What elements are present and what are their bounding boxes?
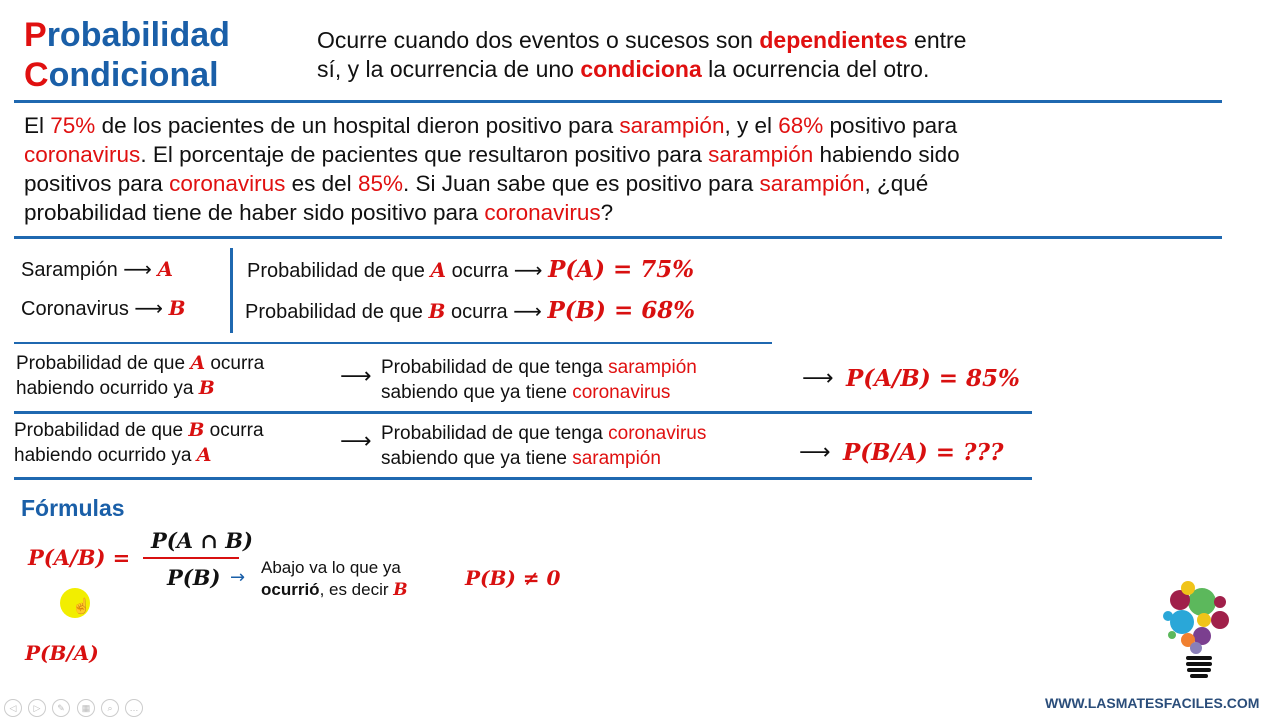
formula-lhs: P(A/B) =: [28, 545, 131, 570]
title-initial: P: [24, 16, 47, 54]
vertical-divider: [230, 248, 233, 333]
event-b-definition: [21, 296, 186, 321]
highlight: sarampión: [759, 171, 865, 196]
symbol: B: [393, 580, 408, 600]
text: de los pacientes de un hospital dieron positivo para: [95, 113, 620, 138]
text: habiendo sido: [813, 142, 960, 167]
formula-numerator: P(A ∩ B): [151, 528, 253, 553]
title-line-1: [24, 16, 230, 54]
title-initial: C: [24, 56, 49, 94]
pen-icon[interactable]: ✎: [52, 699, 70, 717]
lightbulb-logo-icon: [1160, 580, 1240, 685]
text: El: [24, 113, 51, 138]
text: entre: [907, 27, 967, 53]
highlight: sarampión: [619, 113, 725, 138]
symbol: B: [188, 419, 205, 441]
formula-note: [261, 557, 408, 601]
arrow-icon: ⟶: [513, 299, 542, 323]
problem-line: [24, 169, 928, 198]
formulas-heading: Fórmulas: [21, 495, 125, 521]
title-line-2: [24, 56, 219, 94]
arrow-icon: ⟶: [799, 440, 831, 465]
text: habiendo ocurrido ya: [16, 378, 199, 399]
arrow-icon: ⟶: [802, 366, 834, 391]
highlight: coronavirus: [169, 171, 286, 196]
previous-slide-icon[interactable]: ◁: [4, 699, 22, 717]
text: . Si Juan sabe que es positivo para: [402, 171, 760, 196]
symbol: B: [428, 299, 446, 323]
text: sabiendo que ya tiene: [381, 448, 573, 469]
text: Probabilidad de que: [16, 353, 191, 374]
text: Probabilidad de que tenga: [381, 423, 609, 444]
text: ocurra: [204, 420, 264, 441]
symbol: A: [196, 444, 212, 466]
text: ocurra: [205, 353, 265, 374]
highlight: condiciona: [580, 56, 702, 82]
text: Abajo va lo que ya: [261, 558, 401, 577]
text: ocurrió: [261, 580, 320, 599]
text: Probabilidad de que: [14, 420, 189, 441]
arrow-icon: ⟶: [513, 258, 543, 282]
text: ocurra: [445, 301, 508, 323]
text: habiendo ocurrido ya: [14, 445, 197, 466]
text: , es decir: [319, 580, 394, 599]
hand-cursor-icon: ☝: [72, 598, 91, 615]
definition-line-2: [317, 55, 929, 84]
highlight: dependientes: [759, 27, 908, 53]
row3-left: [16, 351, 264, 401]
divider: [14, 236, 1222, 239]
zoom-icon[interactable]: ⌕: [101, 699, 119, 717]
symbol: A: [190, 352, 206, 374]
text: es del: [285, 171, 358, 196]
divider: [14, 342, 772, 344]
text: ocurra: [446, 260, 509, 282]
arrow-icon: ⟶: [134, 296, 164, 320]
more-options-icon[interactable]: …: [125, 699, 143, 717]
row4-middle: [381, 421, 706, 471]
highlight: 75%: [50, 113, 96, 138]
highlight: sarampión: [708, 142, 814, 167]
highlight: 85%: [357, 171, 403, 196]
text: sí, y la ocurrencia de uno: [317, 56, 581, 82]
text: sabiendo que ya tiene: [381, 382, 573, 403]
text: , ¿qué: [864, 171, 929, 196]
divider: [14, 411, 1032, 414]
website-url: WWW.LASMATESFACILES.COM: [1045, 695, 1260, 711]
text: , y el: [724, 113, 779, 138]
text: la ocurrencia del otro.: [701, 56, 930, 82]
text: Probabilidad de que: [247, 260, 431, 282]
formula: P(A) = 75%: [548, 256, 695, 283]
fraction-bar: [143, 557, 239, 559]
event-symbol: A: [157, 257, 174, 281]
slides-grid-icon[interactable]: ▦: [77, 699, 95, 717]
problem-line: [24, 198, 613, 227]
text: Ocurre cuando dos eventos o sucesos son: [317, 27, 760, 53]
event-a-definition: [21, 257, 173, 282]
formula: P(B) = 68%: [547, 297, 696, 324]
formula-p-b-given-a-start: P(B/A): [25, 641, 99, 665]
row3-middle: [381, 355, 697, 405]
arrow-icon: →: [230, 567, 246, 588]
text: Probabilidad de que tenga: [381, 357, 609, 378]
arrow-icon: ⟶: [340, 429, 372, 454]
prob-a: [247, 256, 694, 283]
highlight: coronavirus: [24, 142, 141, 167]
highlight: coronavirus: [484, 200, 601, 225]
text: positivo para: [823, 113, 958, 138]
symbol: A: [430, 258, 447, 282]
arrow-icon: ⟶: [123, 257, 152, 281]
problem-line: [24, 111, 957, 140]
divider: [14, 100, 1222, 103]
formula-p-b-given-a: P(B/A) = ???: [843, 439, 1004, 466]
event-symbol: B: [168, 296, 186, 320]
definition-line-1: [317, 26, 966, 55]
problem-line: [24, 140, 960, 169]
event-name: Coronavirus: [21, 298, 129, 320]
highlight: coronavirus: [608, 423, 707, 444]
text: . El porcentaje de pacientes que resultaron positivo para: [140, 142, 709, 167]
title-text: robabilidad: [46, 16, 230, 54]
arrow-icon: ⟶: [340, 364, 372, 389]
text: ?: [600, 200, 614, 225]
text: probabilidad tiene de haber sido positivo para: [24, 200, 485, 225]
text: positivos para: [24, 171, 170, 196]
symbol: B: [198, 377, 215, 399]
event-name: Sarampión: [21, 259, 118, 281]
highlight: sarampión: [572, 448, 661, 469]
formula-p-a-given-b: P(A/B) = 85%: [846, 365, 1020, 392]
row4-left: [14, 418, 264, 468]
highlight: 68%: [778, 113, 824, 138]
divider: [14, 477, 1032, 480]
formula-condition: P(B) ≠ 0: [465, 566, 561, 590]
next-slide-icon[interactable]: ▷: [28, 699, 46, 717]
text: Probabilidad de que: [245, 301, 429, 323]
title-text: ondicional: [48, 56, 219, 94]
formula-denominator: P(B): [167, 565, 221, 590]
highlight: sarampión: [608, 357, 697, 378]
prob-b: [245, 297, 695, 324]
highlight: coronavirus: [572, 382, 671, 403]
